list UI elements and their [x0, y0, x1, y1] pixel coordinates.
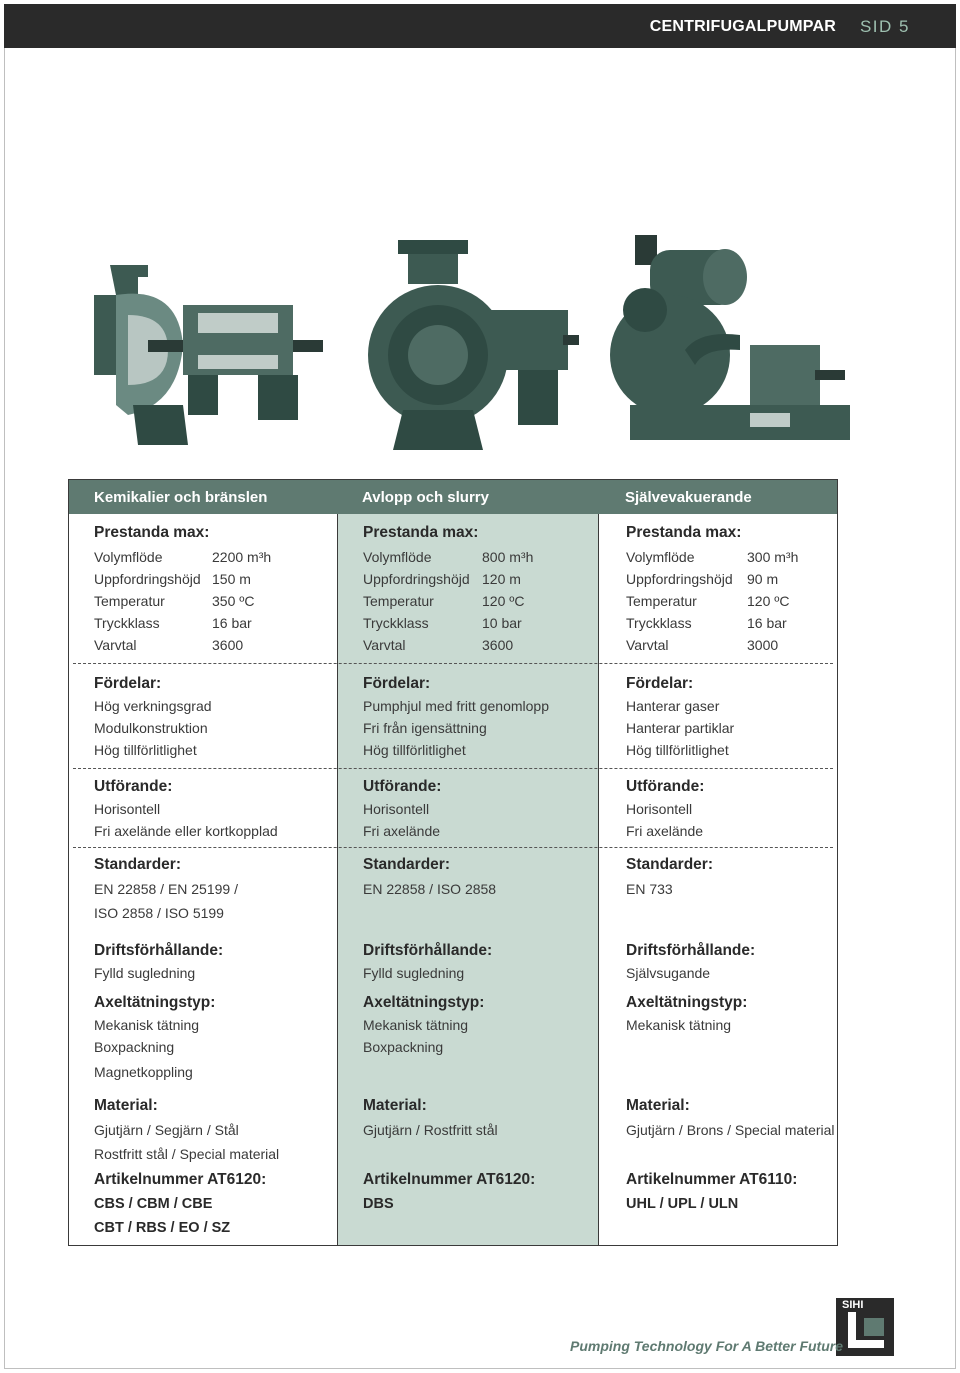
articles-chemicals — [94, 1168, 266, 1240]
article-item: UHL / UPL / ULN — [626, 1196, 739, 1212]
material-heading: Material: — [626, 1097, 690, 1114]
column-heading-self-priming: Självevakuerande — [625, 489, 752, 506]
spec-label: Volymflöde — [363, 549, 432, 565]
material-item: Gjutjärn / Segjärn / Stål — [94, 1122, 239, 1138]
standards-heading: Standarder: — [626, 856, 713, 873]
spec-value: 350 ºC — [212, 593, 255, 609]
operation-chemicals — [94, 940, 223, 984]
spec-label: Tryckklass — [363, 615, 429, 631]
advantages-heading: Fördelar: — [626, 675, 694, 692]
advantage-item: Hanterar gaser — [626, 698, 720, 714]
standards-chemicals — [94, 853, 238, 925]
seal-heading: Axeltätningstyp: — [626, 994, 748, 1011]
design-item: Fri axelände eller kortkopplad — [94, 823, 278, 839]
spec-value: 300 m³h — [747, 549, 799, 565]
design-heading: Utförande: — [94, 778, 173, 795]
advantages-sewage — [363, 673, 549, 761]
advantages-heading: Fördelar: — [94, 675, 162, 692]
seal-item: Mekanisk tätning — [94, 1017, 200, 1033]
column-chemicals — [94, 522, 329, 653]
standards-sewage — [363, 853, 496, 901]
sihi-logo — [836, 1298, 894, 1356]
spec-value: 120 ºC — [482, 593, 525, 609]
operation-item: Fylld sugledning — [94, 965, 196, 981]
seal-item: Mekanisk tätning — [363, 1017, 469, 1033]
advantages-heading: Fördelar: — [363, 675, 431, 692]
spec-label: Uppfordringshöjd — [626, 571, 733, 587]
spec-list — [94, 546, 329, 656]
spec-label: Uppfordringshöjd — [363, 571, 470, 587]
design-item: Fri axelände — [626, 823, 704, 839]
spec-list — [626, 546, 831, 656]
design-chemicals — [94, 776, 278, 842]
material-item: Gjutjärn / Brons / Special material — [626, 1122, 835, 1138]
cutaway-pump-illustration — [88, 255, 328, 455]
standard-item: EN 22858 / EN 25199 / — [94, 881, 238, 897]
operation-heading: Driftsförhållande: — [363, 942, 493, 959]
advantages-chemicals — [94, 673, 212, 761]
spec-label: Varvtal — [363, 637, 406, 653]
page-border-right — [955, 48, 956, 1369]
spec-label: Varvtal — [626, 637, 669, 653]
article-item: DBS — [363, 1196, 394, 1212]
advantage-item: Pumphjul med fritt genomlopp — [363, 698, 549, 714]
standard-item: EN 733 — [626, 881, 673, 897]
spec-value: 3600 — [482, 637, 514, 653]
spec-label: Varvtal — [94, 637, 137, 653]
performance-heading: Prestanda max: — [94, 524, 210, 541]
spec-value: 2200 m³h — [212, 549, 272, 565]
column-heading-sewage: Avlopp och slurry — [362, 489, 489, 506]
material-chemicals — [94, 1094, 279, 1166]
standards-heading: Standarder: — [94, 856, 181, 873]
section-title: CENTRIFUGALPUMPAR — [649, 18, 836, 35]
material-item: Rostfritt stål / Special material — [94, 1146, 280, 1162]
spec-label: Tryckklass — [626, 615, 692, 631]
advantage-item: Hanterar partiklar — [626, 720, 735, 736]
standards-self-priming — [626, 853, 713, 901]
standard-item: EN 22858 / ISO 2858 — [363, 881, 497, 897]
advantage-item: Fri från igensättning — [363, 720, 487, 736]
slogan: Pumping Technology For A Better Future — [570, 1338, 843, 1354]
table-header-row — [69, 480, 837, 514]
articles-sewage — [363, 1168, 535, 1216]
material-self-priming — [626, 1094, 835, 1142]
spec-label: Volymflöde — [94, 549, 163, 565]
spec-list — [363, 546, 593, 656]
article-item: CBS / CBM / CBE — [94, 1196, 213, 1212]
performance-heading: Prestanda max: — [626, 524, 742, 541]
design-item: Horisontell — [94, 801, 161, 817]
column-heading-chemicals: Kemikalier och bränslen — [94, 489, 268, 506]
seal-heading: Axeltätningstyp: — [94, 994, 216, 1011]
end-suction-pump-illustration — [368, 240, 583, 455]
advantage-item: Hög tillförlitlighet — [94, 742, 197, 758]
advantages-self-priming — [626, 673, 734, 761]
spec-value: 90 m — [747, 571, 779, 587]
standards-heading: Standarder: — [363, 856, 450, 873]
page-number: SID 5 — [859, 17, 910, 36]
spec-label: Temperatur — [626, 593, 697, 609]
spec-value: 3000 — [747, 637, 779, 653]
self-priming-pump-illustration — [610, 235, 850, 450]
top-bar — [4, 4, 956, 48]
operation-heading: Driftsförhållande: — [626, 942, 756, 959]
article-heading: Artikelnummer AT6110: — [626, 1171, 798, 1188]
operation-self-priming — [626, 940, 755, 984]
spec-value: 120 ºC — [747, 593, 790, 609]
operation-sewage — [363, 940, 492, 984]
spec-value: 3600 — [212, 637, 244, 653]
row-separator — [73, 663, 833, 664]
seal-sewage — [363, 992, 484, 1058]
spec-value: 800 m³h — [482, 549, 534, 565]
spec-label: Tryckklass — [94, 615, 160, 631]
performance-heading: Prestanda max: — [363, 524, 479, 541]
seal-item: Magnetkoppling — [94, 1064, 193, 1080]
seal-heading: Axeltätningstyp: — [363, 994, 485, 1011]
design-item: Fri axelände — [363, 823, 441, 839]
spec-label: Uppfordringshöjd — [94, 571, 201, 587]
seal-chemicals — [94, 992, 215, 1083]
row-separator — [73, 847, 833, 848]
articles-self-priming — [626, 1168, 797, 1216]
page-border-bottom — [4, 1368, 956, 1369]
advantage-item: Hög tillförlitlighet — [363, 742, 466, 758]
row-separator — [73, 768, 833, 769]
spec-label: Temperatur — [94, 593, 165, 609]
advantage-item: Hög verkningsgrad — [94, 698, 212, 714]
spec-label: Temperatur — [363, 593, 434, 609]
logo-text: SIHI — [842, 1299, 864, 1311]
comparison-table — [68, 479, 838, 1246]
standard-item: ISO 2858 / ISO 5199 — [94, 905, 224, 921]
material-item: Gjutjärn / Rostfritt stål — [363, 1122, 498, 1138]
material-heading: Material: — [363, 1097, 427, 1114]
column-self-priming — [626, 522, 831, 653]
column-divider — [337, 514, 338, 1245]
article-item: CBT / RBS / EO / SZ — [94, 1220, 231, 1236]
advantage-item: Hög tillförlitlighet — [626, 742, 729, 758]
advantage-item: Modulkonstruktion — [94, 720, 208, 736]
seal-item: Boxpackning — [363, 1039, 444, 1055]
article-heading: Artikelnummer AT6120: — [94, 1171, 267, 1188]
spec-value: 150 m — [212, 571, 251, 587]
column-divider — [598, 514, 599, 1245]
column-sewage — [363, 522, 593, 653]
design-item: Horisontell — [626, 801, 693, 817]
spec-label: Volymflöde — [626, 549, 695, 565]
spec-value: 16 bar — [212, 615, 252, 631]
design-heading: Utförande: — [626, 778, 705, 795]
spec-value: 120 m — [482, 571, 521, 587]
seal-item: Boxpackning — [94, 1039, 175, 1055]
spec-value: 10 bar — [482, 615, 522, 631]
article-heading: Artikelnummer AT6120: — [363, 1171, 536, 1188]
material-heading: Material: — [94, 1097, 158, 1114]
seal-self-priming — [626, 992, 747, 1036]
seal-item: Mekanisk tätning — [626, 1017, 732, 1033]
page-border-left — [4, 48, 5, 1369]
operation-item: Fylld sugledning — [363, 965, 465, 981]
operation-heading: Driftsförhållande: — [94, 942, 224, 959]
design-heading: Utförande: — [363, 778, 442, 795]
material-sewage — [363, 1094, 498, 1142]
operation-item: Självsugande — [626, 965, 711, 981]
design-sewage — [363, 776, 441, 842]
spec-value: 16 bar — [747, 615, 787, 631]
design-item: Horisontell — [363, 801, 430, 817]
design-self-priming — [626, 776, 704, 842]
